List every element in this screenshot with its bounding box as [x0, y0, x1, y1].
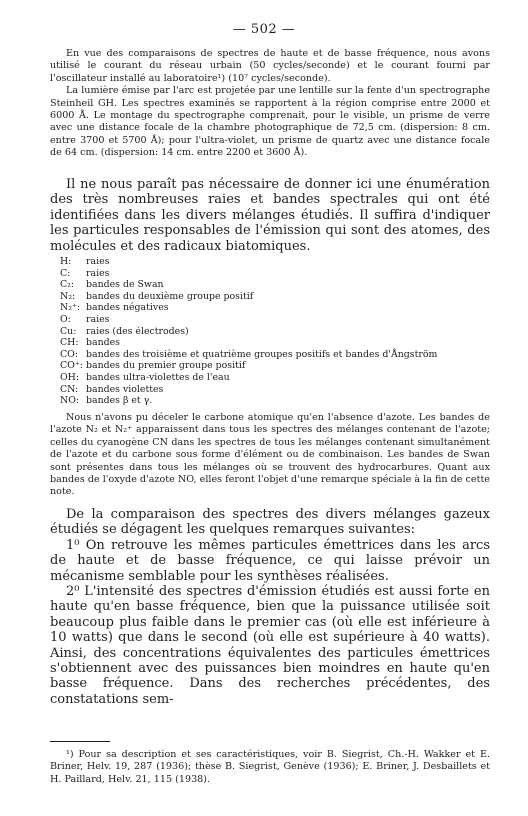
particle-symbol: Cu:	[60, 325, 77, 337]
particle-row	[60, 291, 500, 303]
main-text	[50, 507, 490, 707]
particle-symbol: C₂:	[60, 279, 75, 291]
particle-symbol: N₂:	[60, 290, 76, 302]
intro-paragraph-1: En vue des comparaisons de spectres de haute et de basse fréquence, nous avons utilisé le courant du réseau urbain (50 cycles/seconde) et le courant fourni par l'oscillateur installé au laboratoire¹) (10⁷ cycles/seconde).	[50, 48, 490, 84]
footnote-separator	[50, 741, 110, 742]
particle-row	[60, 256, 500, 268]
particle-description: bandes du premier groupe positif	[86, 360, 246, 372]
particle-description: bandes négatives	[86, 302, 169, 314]
particle-description: bandes	[86, 337, 120, 349]
particle-row	[60, 372, 500, 384]
particle-description: bandes β et γ.	[86, 395, 153, 407]
particle-list	[60, 256, 500, 407]
particle-row	[60, 314, 500, 326]
particle-symbol: NO:	[60, 395, 80, 407]
main-paragraph-3: 1⁰ On retrouve les mêmes particules émettrices dans les arcs de haute et de basse fréquence, ce qui laisse prévoir un mécanisme semblable pour les synthèses réalisées.	[50, 537, 490, 584]
particle-symbol: CO:	[60, 348, 79, 360]
particle-row	[60, 268, 500, 280]
particle-row	[60, 360, 500, 372]
particle-row	[60, 349, 500, 361]
particle-symbol: C:	[60, 267, 71, 279]
particle-description: raies (des électrodes)	[86, 325, 189, 337]
particle-symbol: OH:	[60, 371, 80, 383]
particle-row	[60, 279, 500, 291]
intro-paragraph-2: La lumière émise par l'arc est projetée par une lentille sur la fente d'un spectrographe Steinheil GH. Les spectres examinés se rapportent à la région comprise entre 2000 et 6000 Å. Le montage du spectrographe comprenait, pour le visible, un prisme de verre avec une distance focale de la chambre photographique de 72,5 cm. (dispersion: 8 cm. entre 3700 et 5700 Å); pour l'ultra-violet, un prisme de quartz avec une distance focale de 64 cm. (dispersion: 14 cm. entre 2200 et 3600 Å).	[50, 85, 490, 159]
particle-row	[60, 326, 500, 338]
particle-description: raies	[86, 256, 110, 267]
particle-symbol: CN:	[60, 383, 79, 395]
particle-description: bandes de Swan	[86, 279, 164, 291]
particle-description: bandes ultra-violettes de l'eau	[86, 371, 230, 383]
particle-description: bandes des troisième et quatrième groupes positifs et bandes d'Ångström	[86, 348, 438, 360]
particle-row	[60, 302, 500, 314]
particle-row	[60, 337, 500, 349]
particle-description: bandes du deuxième groupe positif	[86, 290, 254, 302]
main-paragraph-1: Il ne nous paraît pas nécessaire de donner ici une énumération des très nombreuses raies et bandes spectrales qui ont été identifiées dans les divers mélanges étudiés. Il suffira d'indiquer les particules responsables de l'émission qui sont des atomes, des molécules et des radicaux biatomiques.	[50, 177, 490, 254]
main-paragraph-2: De la comparaison des spectres des divers mélanges gazeux étudiés se dégagent les quelques remarques suivantes:	[50, 507, 490, 538]
particle-description: raies	[86, 267, 110, 279]
main-paragraph-4: 2⁰ L'intensité des spectres d'émission étudiés est aussi forte en haute qu'en basse fréquence, bien que la puissance utilisée soit beaucoup plus faible dans le premier cas (où elle est inférieure à 10 watts) que dans le second (où elle est supérieure à 40 watts). Ainsi, des concentrations équivalentes des particules émettrices s'obtiennent avec des puissances bien moindres en haute qu'en basse fréquence. Dans des recherches précédentes, des constatations sem-	[50, 584, 490, 707]
particle-symbol: CH:	[60, 337, 79, 349]
particle-row	[60, 384, 500, 396]
particle-description: raies	[86, 313, 110, 325]
particle-symbol: O:	[60, 313, 71, 325]
note-paragraph: Nous n'avons pu déceler le carbone atomique qu'en l'absence d'azote. Les bandes de l'azote N₂ et N₂⁺ apparaissent dans tous les spectres des mélanges contenant de l'azote; celles du cyanogène CN dans les spectres de tous les mélanges contenant simultanément de l'azote et du carbone sous forme d'élément ou de combinaison. Les bandes de Swan sont présentes dans tous les mélanges où se trouvent des hydrocarbures. Quant aux bandes de l'oxyde d'azote NO, elles feront l'objet d'une remarque spéciale à la fin de cette note.	[50, 412, 490, 498]
particle-row	[60, 395, 500, 407]
page-number: — 502 —	[232, 22, 296, 37]
particle-description: bandes violettes	[86, 383, 164, 395]
particle-symbol: CO⁺:	[60, 360, 83, 372]
footnote: ¹) Pour sa description et ses caractéristiques, voir B. Siegrist, Ch.-H. Wakker et E. Briner, Helv. 19, 287 (1936); thèse B. Siegrist, Genève (1936); E. Briner, J. Desbaillets et H. Paillard, Helv. 21, 115 (1938).	[50, 749, 490, 785]
particle-symbol: N₂⁺:	[60, 302, 81, 314]
particle-symbol: H:	[60, 256, 72, 267]
intro-text	[50, 48, 490, 160]
